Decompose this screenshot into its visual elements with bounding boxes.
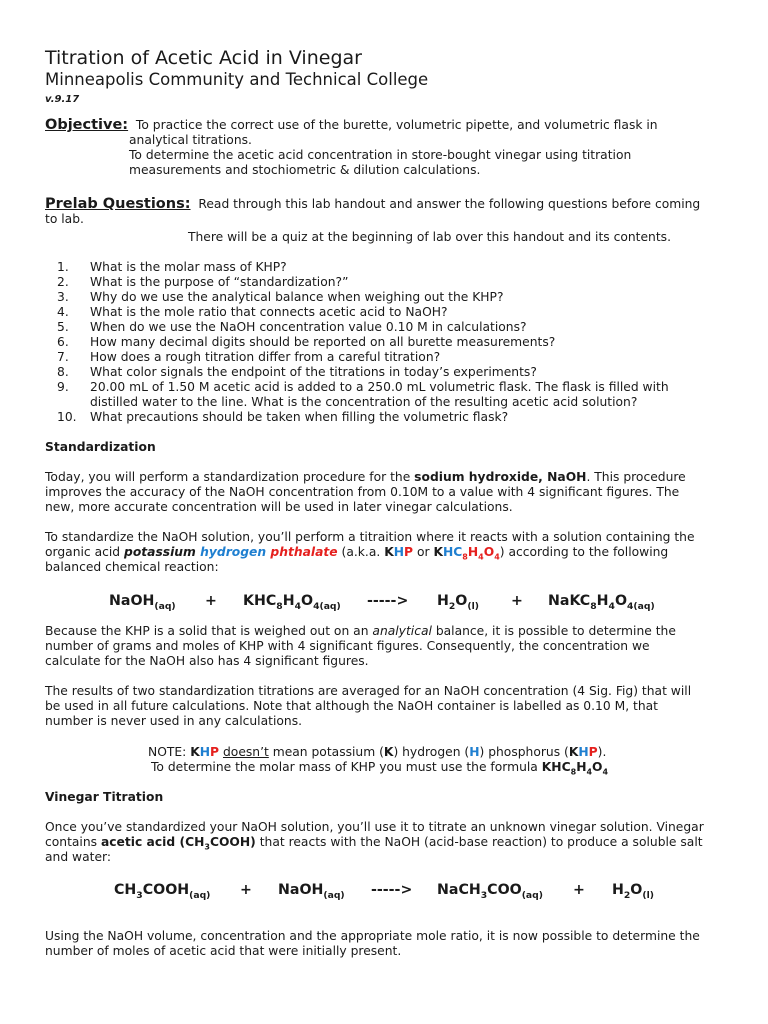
objective-line: analytical titrations. <box>129 133 252 147</box>
question-text: When do we use the NaOH concentration value 0.10 M in calculations? <box>90 320 527 334</box>
objective-section <box>45 118 735 178</box>
formula-part: 4(aq) <box>627 600 655 612</box>
formula-part: 3 <box>480 889 488 901</box>
question-number: 4. <box>57 305 69 319</box>
k-letter: K <box>383 745 394 759</box>
text: To standardize the NaOH solution, you’ll perform a titraition where it reacts with a solution containing the <box>45 530 695 544</box>
question-text: What is the purpose of “standardization?” <box>90 275 349 289</box>
khp-note <box>45 745 735 775</box>
emphasis-text: analytical <box>372 624 432 638</box>
objective-line: To determine the acetic acid concentration in store-bought vinegar using titration <box>129 148 632 162</box>
formula-part: 4 <box>478 552 484 562</box>
prelab-section <box>45 197 735 227</box>
hydrogen-word: hydrogen <box>200 545 271 559</box>
question-text: 20.00 mL of 1.50 M acetic acid is added to a 250.0 mL volumetric flask. The flask is filled with <box>90 380 669 394</box>
underlined-text: doesn’t <box>222 745 269 759</box>
question-text: What color signals the endpoint of the titrations in today’s experiments? <box>90 365 537 379</box>
text: contains <box>45 835 101 849</box>
emphasis-text: acetic acid (CH <box>100 835 205 849</box>
prelab-question <box>45 275 735 290</box>
state-label: (l) <box>467 600 479 612</box>
standardization-paragraph-3 <box>45 624 735 669</box>
prelab-heading: Prelab Questions: <box>45 196 191 212</box>
version-label: v.9.17 <box>45 94 80 105</box>
formula-part: KHC <box>541 760 571 774</box>
potassium-word: potassium <box>124 545 201 559</box>
formula-part: H <box>612 882 624 898</box>
k-letter: K <box>384 545 394 559</box>
question-text: distilled water to the line. What is the concentration of the resulting acetic acid solution? <box>90 395 638 409</box>
text: ) phosphorus ( <box>479 745 569 759</box>
formula-part: CH <box>114 882 137 898</box>
reaction-arrow: -----> <box>367 593 409 609</box>
question-text: Why do we use the analytical balance when weighing out the KHP? <box>90 290 504 304</box>
formula-part: 4 <box>586 767 593 777</box>
text: ). <box>597 745 607 759</box>
text: balanced chemical reaction: <box>45 560 219 574</box>
text: ) hydrogen ( <box>393 745 470 759</box>
formula-part: O <box>483 545 495 559</box>
text: NOTE: <box>148 745 191 759</box>
text: Because the KHP is a solid that is weighed out on an <box>45 624 373 638</box>
text: or <box>413 545 434 559</box>
page-title: Titration of Acetic Acid in Vinegar <box>45 47 362 69</box>
question-number: 6. <box>57 335 69 349</box>
question-number: 9. <box>57 380 69 394</box>
state-label: (l) <box>642 889 654 901</box>
text: Using the NaOH volume, concentration and the appropriate mole ratio, it is now possible to determine the <box>45 929 700 943</box>
state-label: (aq) <box>154 600 176 612</box>
formula-part: O <box>592 760 603 774</box>
vinegar-paragraph-2 <box>45 929 735 959</box>
objective-heading: Objective: <box>45 117 129 133</box>
text: number is never used in any calculations. <box>45 714 303 728</box>
text: new, more accurate concentration will be used in later vinegar calculations. <box>45 500 513 514</box>
text: that reacts with the NaOH (acid-base reaction) to produce a soluble salt <box>255 835 703 849</box>
question-number: 2. <box>57 275 69 289</box>
prelab-question <box>45 305 735 320</box>
prelab-question <box>45 410 735 425</box>
formula-part: K <box>433 545 443 559</box>
p-letter: P <box>210 745 220 759</box>
text: mean potassium ( <box>268 745 384 759</box>
p-letter: P <box>588 745 598 759</box>
p-letter: P <box>404 545 414 559</box>
objective-line: measurements and stochiometric & dilution calculations. <box>129 163 481 177</box>
prelab-question <box>45 365 735 380</box>
standardization-paragraph-2 <box>45 530 735 575</box>
formula-part: COOH <box>142 882 190 898</box>
reactant-naoh: NaOH <box>109 593 155 609</box>
formula-part: 8 <box>570 767 577 777</box>
question-number: 1. <box>57 260 69 274</box>
objective-line: To practice the correct use of the burette, volumetric pipette, and volumetric flask in <box>135 118 658 132</box>
prelab-question <box>45 320 735 335</box>
formula-part: 4 <box>608 600 615 612</box>
h-letter: H <box>199 745 211 759</box>
formula-part: 8 <box>590 600 597 612</box>
question-text: How many decimal digits should be reported on all burette measurements? <box>90 335 556 349</box>
prelab-intro: to lab. <box>45 212 84 226</box>
formula-part: COO <box>487 882 522 898</box>
standardization-heading: Standardization <box>45 440 156 454</box>
formula-part: 4 <box>494 552 500 562</box>
formula-part: 8 <box>462 552 468 562</box>
vinegar-paragraph-1 <box>45 820 735 865</box>
question-number: 8. <box>57 365 69 379</box>
h-letter: H <box>578 745 589 759</box>
formula-part: H <box>467 545 479 559</box>
question-number: 10. <box>57 410 77 424</box>
state-label: (aq) <box>323 889 345 901</box>
formula-part: 3 <box>204 842 210 852</box>
formula-part: O <box>614 593 627 609</box>
plus-sign: + <box>240 882 252 898</box>
prelab-question-list <box>45 260 735 425</box>
text: To determine the molar mass of KHP you must use the formula <box>151 760 542 774</box>
formula-part: KHC <box>243 593 277 609</box>
plus-sign: + <box>205 593 217 609</box>
formula-part: NaOH <box>278 882 324 898</box>
prelab-question <box>45 350 735 365</box>
prelab-intro: Read through this lab handout and answer the following questions before coming <box>198 197 701 211</box>
prelab-question <box>45 380 735 410</box>
formula-part: O <box>455 593 468 609</box>
standardization-paragraph-1 <box>45 470 735 515</box>
formula-part: 2 <box>448 600 456 612</box>
formula-part: H <box>596 593 609 609</box>
text: calculate for the NaOH also has 4 significant figures. <box>45 654 369 668</box>
k-letter: K <box>568 745 579 759</box>
question-text: What is the molar mass of KHP? <box>90 260 287 274</box>
text: improves the accuracy of the NaOH concentration from 0.10M to a value with 4 significant figures. The <box>45 485 680 499</box>
text: The results of two standardization titrations are averaged for an NaOH concentration (4 Sig. Fig) that will <box>45 684 692 698</box>
formula-part: HC <box>442 545 463 559</box>
h-letter: H <box>393 545 405 559</box>
formula-part: H <box>282 593 295 609</box>
plus-sign: + <box>511 593 523 609</box>
text: number of grams and moles of KHP with 4 significant figures. Consequently, the concentration we <box>45 639 650 653</box>
question-number: 7. <box>57 350 69 364</box>
text: and water: <box>45 850 112 864</box>
k-letter: K <box>190 745 200 759</box>
state-label: (aq) <box>521 889 543 901</box>
formula-part: O <box>301 593 314 609</box>
state-label: (aq) <box>189 889 211 901</box>
page-subtitle: Minneapolis Community and Technical College <box>45 70 429 89</box>
text: ) according to the following <box>499 545 669 559</box>
text: organic acid <box>45 545 125 559</box>
question-text: How does a rough titration differ from a careful titration? <box>90 350 441 364</box>
formula-part: NaCH <box>437 882 481 898</box>
prelab-question <box>45 290 735 305</box>
text: Once you’ve standardized your NaOH solution, you’ll use it to titrate an unknown vinegar solution. Vinegar <box>45 820 704 834</box>
formula-part: 4 <box>602 767 609 777</box>
prelab-question <box>45 335 735 350</box>
text: balance, it is possible to determine the <box>431 624 676 638</box>
question-number: 3. <box>57 290 69 304</box>
text: be used in all future calculations. Note that although the NaOH container is labelled as 0.10 M, that <box>45 699 658 713</box>
phthalate-word: phthalate <box>270 545 338 559</box>
plus-sign: + <box>573 882 585 898</box>
formula-part: O <box>630 882 643 898</box>
text: number of moles of acetic acid that were initially present. <box>45 944 402 958</box>
text: (a.k.a. <box>337 545 385 559</box>
prelab-question <box>45 260 735 275</box>
formula-part: 3 <box>136 889 143 901</box>
question-text: What precautions should be taken when filling the volumetric flask? <box>90 410 509 424</box>
formula-part: 2 <box>623 889 631 901</box>
question-text: What is the mole ratio that connects acetic acid to NaOH? <box>90 305 448 319</box>
text: Today, you will perform a standardization procedure for the <box>45 470 415 484</box>
formula-part: 4 <box>294 600 301 612</box>
text: . This procedure <box>586 470 686 484</box>
emphasis-text: COOH) <box>209 835 256 849</box>
standardization-paragraph-4 <box>45 684 735 729</box>
formula-part: H <box>576 760 587 774</box>
formula-part: 8 <box>276 600 283 612</box>
reaction-arrow: -----> <box>371 882 413 898</box>
vinegar-heading: Vinegar Titration <box>45 790 164 804</box>
quiz-note: There will be a quiz at the beginning of lab over this handout and its contents. <box>188 230 671 244</box>
formula-part: H <box>437 593 449 609</box>
question-number: 5. <box>57 320 69 334</box>
emphasis-text: sodium hydroxide, NaOH <box>414 470 587 484</box>
h-letter: H <box>469 745 480 759</box>
formula-part: 4(aq) <box>313 600 341 612</box>
formula-part: NaKC <box>548 593 591 609</box>
